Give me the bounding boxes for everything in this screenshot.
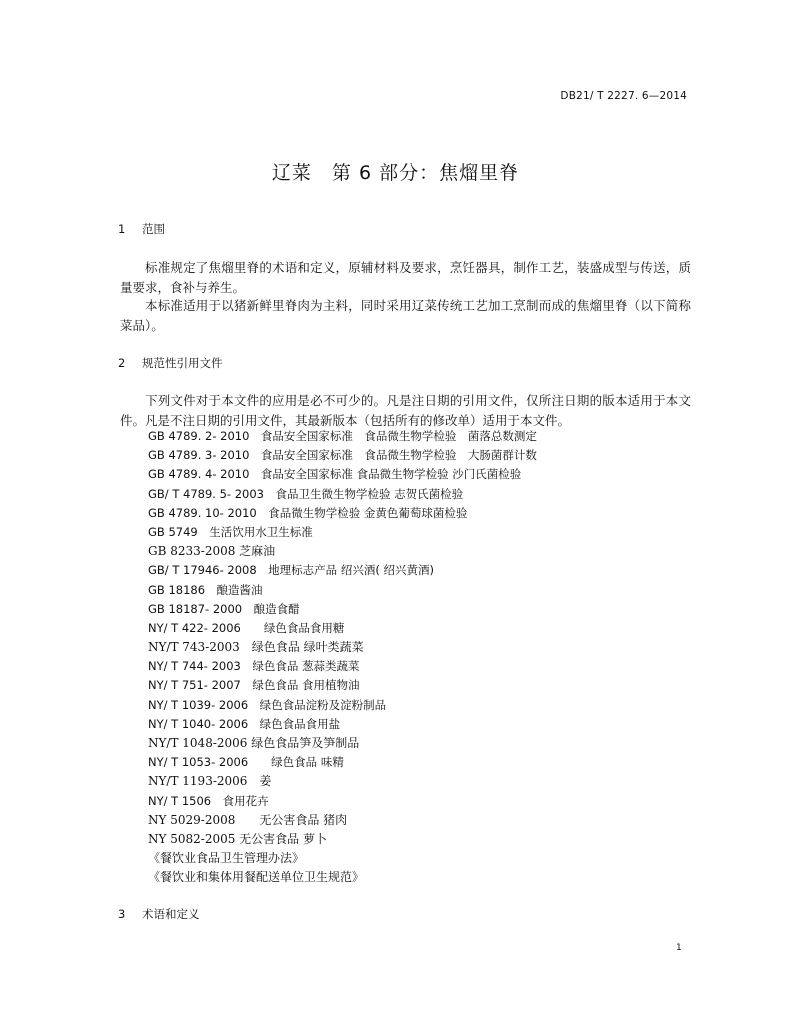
- reference-item: NY/T 743-2003 绿色食品 绿叶类蔬菜: [148, 640, 364, 655]
- section-number: 2: [118, 356, 126, 370]
- page-number: 1: [676, 943, 682, 953]
- reference-item: GB 4789. 2- 2010 食品安全国家标准 食品微生物学检验 菌落总数测定: [148, 429, 537, 443]
- reference-item: NY 5082-2005 无公害食品 萝卜: [148, 831, 327, 846]
- references-intro: 下列文件对于本文件的应用是必不可少的。凡是注日期的引用文件，仅所注日期的版本适用于本文件。凡是不注日期的引用文件，其最新版本（包括所有的修改单）适用于本文件。: [120, 393, 691, 428]
- section-heading-3: [118, 906, 200, 922]
- reference-item: GB 4789. 3- 2010 食品安全国家标准 食品微生物学检验 大肠菌群计数: [148, 448, 537, 463]
- reference-item: 《餐饮业和集体用餐配送单位卫生规范》: [148, 870, 365, 885]
- section-title: 范围: [142, 222, 165, 236]
- reference-item: GB/ T 4789. 5- 2003 食品卫生微生物学检验 志贺氏菌检验: [148, 486, 464, 501]
- reference-item: GB 5749 生活饮用水卫生标准: [148, 524, 313, 539]
- reference-item: GB 4789. 10- 2010 食品微生物学检验 金黄色葡萄球菌检验: [148, 505, 468, 520]
- reference-item: NY/ T 1040- 2006 绿色食品食用盐: [148, 716, 341, 731]
- reference-item: 《餐饮业食品卫生管理办法》: [148, 851, 305, 866]
- scope-paragraph-1: 标准规定了焦熘里脊的术语和定义，原辅材料及要求，烹饪器具，制作工艺，装盛成型与传送，质量要求，食补与养生。: [120, 260, 691, 295]
- reference-item: NY 5029-2008 无公害食品 猪肉: [148, 812, 348, 827]
- section-heading-2: [118, 355, 223, 371]
- reference-item: GB 18187- 2000 酿造食醋: [148, 601, 300, 616]
- section-title: 规范性引用文件: [142, 356, 223, 370]
- section-heading-1: [118, 221, 165, 237]
- reference-item: NY/ T 1506 食用花卉: [148, 793, 269, 808]
- document-title: 辽菜 第 6 部分：焦熘里脊: [271, 162, 520, 184]
- section-title: 术语和定义: [142, 907, 200, 921]
- reference-item: NY/ T 1039- 2006 绿色食品淀粉及淀粉制品: [148, 697, 387, 712]
- reference-item: NY/T 1193-2006 姜: [148, 774, 272, 789]
- reference-item: GB 18186 酿造酱油: [148, 582, 263, 597]
- reference-item: GB 8233-2008 芝麻油: [148, 544, 276, 559]
- reference-list: [148, 427, 537, 888]
- section-number: 3: [118, 907, 126, 921]
- reference-item: NY/ T 422- 2006 绿色食品食用糖: [148, 620, 345, 635]
- reference-item: NY/ T 1053- 2006 绿色食品 味精: [148, 755, 344, 770]
- reference-item: GB/ T 17946- 2008 地理标志产品 绍兴酒( 绍兴黄酒): [148, 563, 434, 578]
- reference-item: NY/ T 744- 2003 绿色食品 葱蒜类蔬菜: [148, 659, 360, 674]
- section-number: 1: [118, 222, 126, 236]
- reference-item: GB 4789. 4- 2010 食品安全国家标准 食品微生物学检验 沙门氏菌检验: [148, 467, 522, 482]
- reference-item: NY/ T 751- 2007 绿色食品 食用植物油: [148, 678, 360, 693]
- document-code: DB21/ T 2227. 6—2014: [560, 90, 687, 102]
- scope-paragraph-2: 本标准适用于以猪新鲜里脊肉为主料，同时采用辽菜传统工艺加工烹制而成的焦熘里脊（以下简称菜品）。: [120, 298, 691, 333]
- reference-item: NY/T 1048-2006 绿色食品笋及笋制品: [148, 736, 360, 750]
